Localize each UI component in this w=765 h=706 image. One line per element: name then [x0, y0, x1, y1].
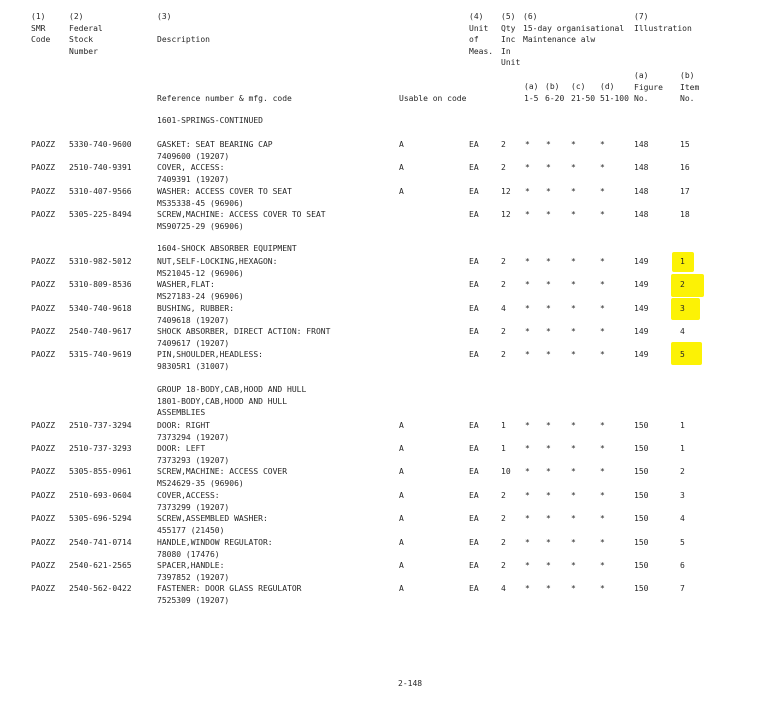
figure-no: 150	[634, 561, 649, 570]
unit-of-measure: EA	[469, 491, 479, 500]
figure-no: 150	[634, 491, 649, 500]
alw-b: *	[546, 187, 551, 196]
item-no: 3	[680, 304, 685, 313]
header-sub-c: (c) 21-50	[571, 82, 596, 103]
part-description: DOOR: LEFT	[157, 444, 206, 453]
stock-number: 5330-740-9600	[69, 140, 132, 149]
alw-c: *	[571, 561, 576, 570]
alw-b: *	[546, 444, 551, 453]
usable-on-code: A	[399, 514, 404, 523]
alw-a: *	[525, 210, 530, 219]
alw-d: *	[600, 187, 605, 196]
alw-c: *	[571, 444, 576, 453]
qty-in-unit: 2	[501, 280, 506, 289]
description-cell	[157, 583, 302, 606]
figure-no: 148	[634, 163, 649, 172]
part-description: SCREW,MACHINE: ACCESS COVER	[157, 467, 288, 476]
alw-d: *	[600, 421, 605, 430]
table-row	[0, 443, 765, 467]
reference-number: 7397852 (19207)	[157, 572, 230, 582]
alw-d: *	[600, 280, 605, 289]
figure-no: 150	[634, 467, 649, 476]
smr-code: PAOZZ	[31, 280, 56, 289]
item-no: 3	[680, 491, 685, 500]
unit-of-measure: EA	[469, 514, 479, 523]
table-row	[0, 583, 765, 607]
smr-code: PAOZZ	[31, 444, 56, 453]
header-smr-code: (1) SMR Code	[31, 12, 51, 44]
unit-of-measure: EA	[469, 210, 479, 219]
usable-on-code: A	[399, 584, 404, 593]
alw-d: *	[600, 163, 605, 172]
smr-code: PAOZZ	[31, 514, 56, 523]
table-row	[0, 256, 765, 280]
figure-no: 148	[634, 187, 649, 196]
header-sub-b: (b) 6-20	[545, 82, 565, 103]
smr-code: PAOZZ	[31, 538, 56, 547]
qty-in-unit: 2	[501, 140, 506, 149]
alw-a: *	[525, 257, 530, 266]
alw-b: *	[546, 350, 551, 359]
alw-c: *	[571, 187, 576, 196]
alw-b: *	[546, 467, 551, 476]
reference-number: 7409600 (19207)	[157, 151, 230, 161]
header-usable-on-code: Usable on code	[399, 94, 467, 103]
reference-number: 78080 (17476)	[157, 549, 220, 559]
alw-d: *	[600, 514, 605, 523]
unit-of-measure: EA	[469, 538, 479, 547]
usable-on-code: A	[399, 538, 404, 547]
item-no: 15	[680, 140, 690, 149]
reference-number: MS90725-29 (96906)	[157, 221, 244, 231]
alw-a: *	[525, 280, 530, 289]
item-no: 4	[680, 327, 685, 336]
reference-number: 7373299 (19207)	[157, 502, 230, 512]
reference-number: 455177 (21450)	[157, 525, 225, 535]
description-cell	[157, 209, 326, 232]
item-no: 2	[680, 280, 685, 289]
description-cell	[157, 256, 277, 279]
table-row	[0, 349, 765, 373]
usable-on-code: A	[399, 561, 404, 570]
qty-in-unit: 4	[501, 584, 506, 593]
item-no: 5	[680, 538, 685, 547]
table-row	[0, 326, 765, 350]
item-no: 1	[680, 444, 685, 453]
description-cell	[157, 326, 330, 349]
alw-a: *	[525, 514, 530, 523]
alw-a: *	[525, 327, 530, 336]
alw-b: *	[546, 491, 551, 500]
table-row	[0, 513, 765, 537]
smr-code: PAOZZ	[31, 491, 56, 500]
stock-number: 5310-809-8536	[69, 280, 132, 289]
stock-number: 2510-740-9391	[69, 163, 132, 172]
alw-d: *	[600, 491, 605, 500]
qty-in-unit: 2	[501, 350, 506, 359]
unit-of-measure: EA	[469, 467, 479, 476]
stock-number: 2540-741-0714	[69, 538, 132, 547]
reference-number: 7373293 (19207)	[157, 455, 230, 465]
table-row	[0, 279, 765, 303]
unit-of-measure: EA	[469, 561, 479, 570]
figure-no: 149	[634, 350, 649, 359]
table-row	[0, 162, 765, 186]
header-item-no: (b) Item No.	[680, 71, 700, 103]
table-row	[0, 186, 765, 210]
page-number: 2-148	[398, 679, 423, 688]
item-no: 6	[680, 561, 685, 570]
smr-code: PAOZZ	[31, 350, 56, 359]
alw-c: *	[571, 491, 576, 500]
section-heading: 1604-SHOCK ABSORBER EQUIPMENT	[157, 244, 297, 253]
part-description: NUT,SELF-LOCKING,HEXAGON:	[157, 257, 278, 266]
figure-no: 149	[634, 280, 649, 289]
description-cell	[157, 513, 268, 536]
alw-c: *	[571, 327, 576, 336]
alw-c: *	[571, 584, 576, 593]
reference-number: MS35338-45 (96906)	[157, 198, 244, 208]
section-heading: GROUP 18-BODY,CAB,HOOD AND HULL 1801-BODY,CAB,HOOD AND HULL ASSEMBLIES	[157, 385, 307, 417]
smr-code: PAOZZ	[31, 561, 56, 570]
reference-number: MS27183-24 (96906)	[157, 291, 244, 301]
header-illustration: (7) Illustration	[634, 12, 692, 33]
alw-c: *	[571, 350, 576, 359]
stock-number: 5315-740-9619	[69, 350, 132, 359]
item-no: 5	[680, 350, 685, 359]
figure-no: 149	[634, 257, 649, 266]
alw-c: *	[571, 538, 576, 547]
unit-of-measure: EA	[469, 163, 479, 172]
table-row	[0, 490, 765, 514]
description-cell	[157, 303, 234, 326]
alw-b: *	[546, 280, 551, 289]
description-cell	[157, 279, 244, 302]
item-no: 18	[680, 210, 690, 219]
alw-a: *	[525, 491, 530, 500]
alw-a: *	[525, 163, 530, 172]
alw-c: *	[571, 467, 576, 476]
part-description: PIN,SHOULDER,HEADLESS:	[157, 350, 263, 359]
alw-c: *	[571, 421, 576, 430]
alw-b: *	[546, 584, 551, 593]
item-no: 1	[680, 421, 685, 430]
qty-in-unit: 12	[501, 210, 511, 219]
part-description: DOOR: RIGHT	[157, 421, 210, 430]
smr-code: PAOZZ	[31, 584, 56, 593]
alw-d: *	[600, 561, 605, 570]
figure-no: 148	[634, 140, 649, 149]
unit-of-measure: EA	[469, 444, 479, 453]
qty-in-unit: 2	[501, 327, 506, 336]
reference-number: MS24629-35 (96906)	[157, 478, 244, 488]
part-description: SPACER,HANDLE:	[157, 561, 225, 570]
reference-number: MS21045-12 (96906)	[157, 268, 244, 278]
alw-b: *	[546, 140, 551, 149]
header-qty-inc-in-unit: (5) Qty Inc In Unit	[501, 12, 521, 67]
figure-no: 150	[634, 514, 649, 523]
item-no: 2	[680, 467, 685, 476]
reference-number: 7373294 (19207)	[157, 432, 230, 442]
smr-code: PAOZZ	[31, 467, 56, 476]
usable-on-code: A	[399, 187, 404, 196]
alw-a: *	[525, 187, 530, 196]
alw-a: *	[525, 350, 530, 359]
figure-no: 150	[634, 444, 649, 453]
description-cell	[157, 186, 292, 209]
unit-of-measure: EA	[469, 584, 479, 593]
stock-number: 2510-737-3294	[69, 421, 132, 430]
stock-number: 5305-855-0961	[69, 467, 132, 476]
alw-b: *	[546, 421, 551, 430]
alw-d: *	[600, 350, 605, 359]
stock-number: 5305-225-8494	[69, 210, 132, 219]
alw-d: *	[600, 210, 605, 219]
unit-of-measure: EA	[469, 280, 479, 289]
alw-b: *	[546, 514, 551, 523]
table-row	[0, 139, 765, 163]
alw-b: *	[546, 304, 551, 313]
smr-code: PAOZZ	[31, 163, 56, 172]
header-unit-of-measure: (4) Unit of Meas.	[469, 12, 494, 56]
qty-in-unit: 2	[501, 257, 506, 266]
stock-number: 5340-740-9618	[69, 304, 132, 313]
usable-on-code: A	[399, 491, 404, 500]
item-no: 4	[680, 514, 685, 523]
part-description: GASKET: SEAT BEARING CAP	[157, 140, 273, 149]
stock-number: 2540-740-9617	[69, 327, 132, 336]
reference-number: 7409617 (19207)	[157, 338, 230, 348]
section-heading: 1601-SPRINGS-CONTINUED	[157, 116, 263, 125]
header-sub-a: (a) 1-5	[524, 82, 539, 103]
alw-b: *	[546, 538, 551, 547]
qty-in-unit: 4	[501, 304, 506, 313]
description-cell	[157, 537, 273, 560]
qty-in-unit: 2	[501, 163, 506, 172]
qty-in-unit: 2	[501, 538, 506, 547]
alw-b: *	[546, 327, 551, 336]
part-description: SCREW,ASSEMBLED WASHER:	[157, 514, 268, 523]
figure-no: 150	[634, 421, 649, 430]
alw-a: *	[525, 561, 530, 570]
description-cell	[157, 466, 287, 489]
alw-c: *	[571, 210, 576, 219]
figure-no: 148	[634, 210, 649, 219]
qty-in-unit: 2	[501, 561, 506, 570]
figure-no: 149	[634, 327, 649, 336]
qty-in-unit: 1	[501, 421, 506, 430]
alw-a: *	[525, 140, 530, 149]
alw-d: *	[600, 538, 605, 547]
alw-d: *	[600, 140, 605, 149]
reference-number: 98305R1 (31007)	[157, 361, 230, 371]
reference-number: 7409618 (19207)	[157, 315, 230, 325]
description-cell	[157, 490, 229, 513]
part-description: SHOCK ABSORBER, DIRECT ACTION: FRONT	[157, 327, 331, 336]
alw-a: *	[525, 444, 530, 453]
figure-no: 150	[634, 584, 649, 593]
description-cell	[157, 349, 263, 372]
alw-b: *	[546, 163, 551, 172]
alw-c: *	[571, 163, 576, 172]
usable-on-code: A	[399, 140, 404, 149]
reference-number: 7409391 (19207)	[157, 174, 230, 184]
table-row	[0, 560, 765, 584]
stock-number: 2540-621-2565	[69, 561, 132, 570]
usable-on-code: A	[399, 467, 404, 476]
alw-c: *	[571, 257, 576, 266]
description-cell	[157, 420, 229, 443]
alw-b: *	[546, 561, 551, 570]
part-description: WASHER,FLAT:	[157, 280, 215, 289]
part-description: COVER, ACCESS:	[157, 163, 225, 172]
alw-d: *	[600, 467, 605, 476]
usable-on-code: A	[399, 163, 404, 172]
part-description: SCREW,MACHINE: ACCESS COVER TO SEAT	[157, 210, 326, 219]
alw-b: *	[546, 257, 551, 266]
usable-on-code: A	[399, 421, 404, 430]
alw-d: *	[600, 444, 605, 453]
table-row	[0, 303, 765, 327]
qty-in-unit: 2	[501, 491, 506, 500]
unit-of-measure: EA	[469, 327, 479, 336]
alw-d: *	[600, 257, 605, 266]
description-cell	[157, 139, 273, 162]
qty-in-unit: 2	[501, 514, 506, 523]
smr-code: PAOZZ	[31, 140, 56, 149]
figure-no: 150	[634, 538, 649, 547]
smr-code: PAOZZ	[31, 304, 56, 313]
qty-in-unit: 10	[501, 467, 511, 476]
part-description: HANDLE,WINDOW REGULATOR:	[157, 538, 273, 547]
alw-c: *	[571, 304, 576, 313]
table-row	[0, 420, 765, 444]
part-description: BUSHING, RUBBER:	[157, 304, 235, 313]
unit-of-measure: EA	[469, 350, 479, 359]
stock-number: 5305-696-5294	[69, 514, 132, 523]
unit-of-measure: EA	[469, 140, 479, 149]
alw-a: *	[525, 584, 530, 593]
part-description: WASHER: ACCESS COVER TO SEAT	[157, 187, 292, 196]
description-cell	[157, 162, 229, 185]
unit-of-measure: EA	[469, 187, 479, 196]
alw-a: *	[525, 304, 530, 313]
table-row	[0, 537, 765, 561]
header-figure-no: (a) Figure No.	[634, 71, 663, 103]
alw-b: *	[546, 210, 551, 219]
stock-number: 5310-407-9566	[69, 187, 132, 196]
alw-a: *	[525, 467, 530, 476]
smr-code: PAOZZ	[31, 421, 56, 430]
usable-on-code: A	[399, 444, 404, 453]
header-reference-number: Reference number & mfg. code	[157, 94, 292, 103]
smr-code: PAOZZ	[31, 327, 56, 336]
header-maintenance-allowance: (6) 15-day organisational Maintenance alw	[523, 12, 625, 44]
header-federal-stock-number: (2) Federal Stock Number	[69, 12, 103, 56]
unit-of-measure: EA	[469, 421, 479, 430]
smr-code: PAOZZ	[31, 210, 56, 219]
header-sub-d: (d) 51-100	[600, 82, 629, 103]
alw-c: *	[571, 140, 576, 149]
smr-code: PAOZZ	[31, 257, 56, 266]
table-row	[0, 209, 765, 233]
item-no: 1	[680, 257, 685, 266]
item-no: 16	[680, 163, 690, 172]
alw-c: *	[571, 514, 576, 523]
alw-a: *	[525, 538, 530, 547]
description-cell	[157, 560, 229, 583]
alw-d: *	[600, 584, 605, 593]
stock-number: 2510-737-3293	[69, 444, 132, 453]
item-no: 17	[680, 187, 690, 196]
alw-a: *	[525, 421, 530, 430]
part-description: COVER,ACCESS:	[157, 491, 220, 500]
qty-in-unit: 12	[501, 187, 511, 196]
figure-no: 149	[634, 304, 649, 313]
qty-in-unit: 1	[501, 444, 506, 453]
stock-number: 2510-693-0604	[69, 491, 132, 500]
unit-of-measure: EA	[469, 304, 479, 313]
smr-code: PAOZZ	[31, 187, 56, 196]
header-description: (3) Description	[157, 12, 210, 44]
part-description: FASTENER: DOOR GLASS REGULATOR	[157, 584, 302, 593]
stock-number: 2540-562-0422	[69, 584, 132, 593]
table-row	[0, 466, 765, 490]
alw-d: *	[600, 327, 605, 336]
stock-number: 5310-982-5012	[69, 257, 132, 266]
reference-number: 7525309 (19207)	[157, 595, 230, 605]
alw-c: *	[571, 280, 576, 289]
description-cell	[157, 443, 229, 466]
alw-d: *	[600, 304, 605, 313]
unit-of-measure: EA	[469, 257, 479, 266]
item-no: 7	[680, 584, 685, 593]
